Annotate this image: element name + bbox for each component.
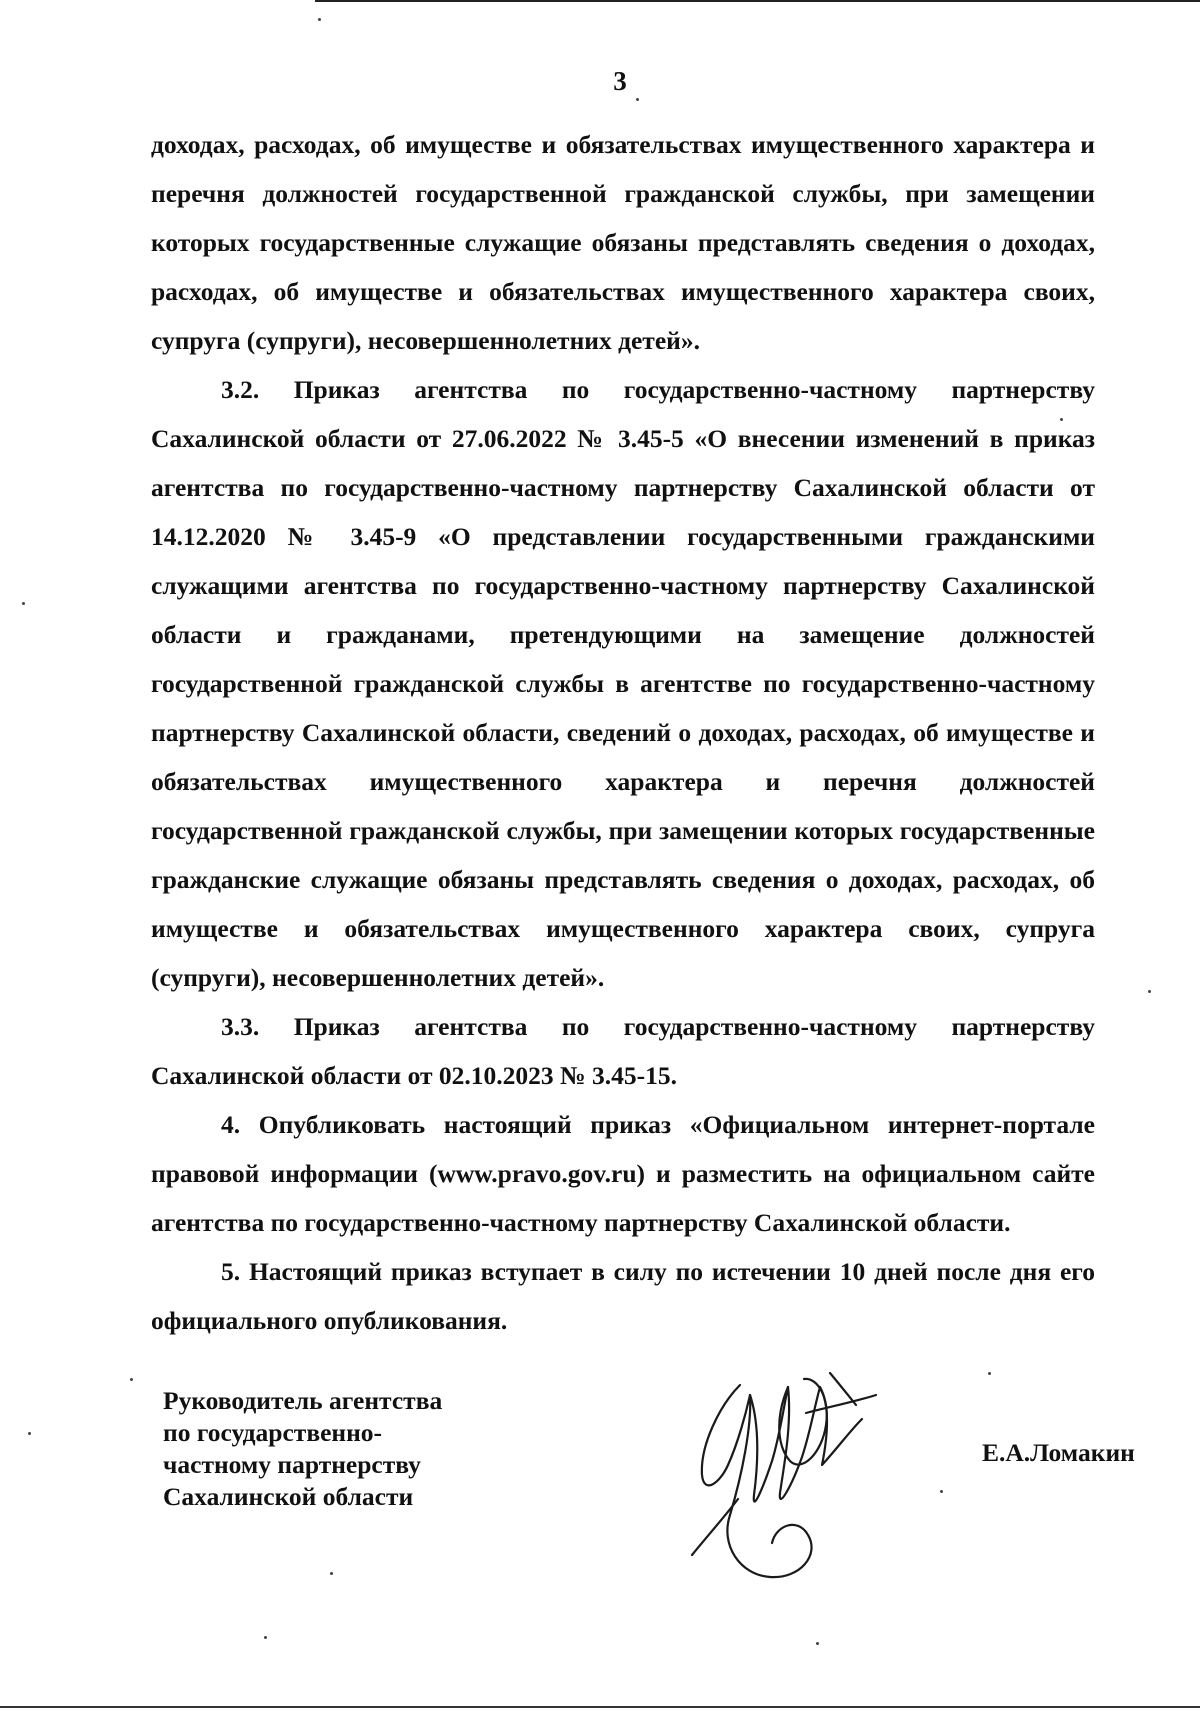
scan-speck — [130, 1378, 133, 1381]
document-body — [151, 120, 1095, 1345]
scan-speck — [816, 1642, 819, 1645]
scan-speck — [330, 1572, 333, 1575]
signer-position-line: частному партнерству — [163, 1450, 421, 1479]
signer-position-line: по государственно- — [163, 1418, 383, 1447]
scan-speck — [28, 1432, 31, 1435]
paragraph-continuation: доходах, расходах, об имуществе и обязательствах имущественного характера и перечня должностей государственной гражданской службы, при замещении которых государственные служащие обязаны представлять сведения о доходах, расходах, об имуществе и обязательствах имущественного характера своих, супруга (супруги), несовершеннолетних детей». — [151, 130, 1095, 355]
paragraph-5: 5. Настоящий приказ вступает в силу по истечении 10 дней после дня его официального опубликования. — [151, 1257, 1095, 1335]
scan-speck — [636, 98, 639, 101]
signer-position-line: Сахалинской области — [163, 1482, 414, 1511]
scan-speck — [22, 602, 25, 605]
paragraph-3-2: 3.2. Приказ агентства по государственно-частному партнерству Сахалинской области от 27.06.2022 № 3.45-5 «О внесении изменений в приказ агентства по государственно-частному партнерству Сахалинской области от 14.12.2020 № 3.45-9 «О представлении государственными гражданскими служащими агентства по государственно-частному партнерству Сахалинской области и гражданами, претендующими на замещение должностей государственной гражданской службы в агентстве по государственно-частному партнерству Сахалинской области, сведений о доходах, расходах, об имуществе и обязательствах имущественного характера и перечня должностей государственной гражданской службы, при замещении которых государственные гражданские служащие обязаны представлять сведения о доходах, расходах, об имуществе и обязательствах имущественного характера своих, супруга (супруги), несовершеннолетних детей». — [151, 375, 1095, 992]
scan-speck — [940, 1490, 943, 1493]
scan-speck — [988, 1372, 991, 1375]
signer-position-line: Руководитель агентства — [163, 1386, 443, 1415]
signer-name: Е.А.Ломакин — [982, 1438, 1135, 1467]
scan-edge-bottom — [0, 1706, 1200, 1708]
scan-edge-top — [315, 0, 1200, 2]
paragraph-4: 4. Опубликовать настоящий приказ «Официальном интернет-портале правовой информации (www.pravo.gov.ru) и разместить на официальном сайте агентства по государственно-частному партнерству Сахалинской области. — [151, 1110, 1095, 1237]
scan-speck — [318, 18, 321, 21]
paragraph-3-3: 3.3. Приказ агентства по государственно-частному партнерству Сахалинской области от 02.10.2023 № 3.45-15. — [151, 1012, 1095, 1090]
handwritten-signature — [680, 1365, 880, 1587]
page-number: 3 — [613, 66, 627, 96]
scan-speck — [264, 1636, 267, 1639]
signer-position — [163, 1385, 442, 1513]
scan-speck — [1148, 990, 1151, 993]
